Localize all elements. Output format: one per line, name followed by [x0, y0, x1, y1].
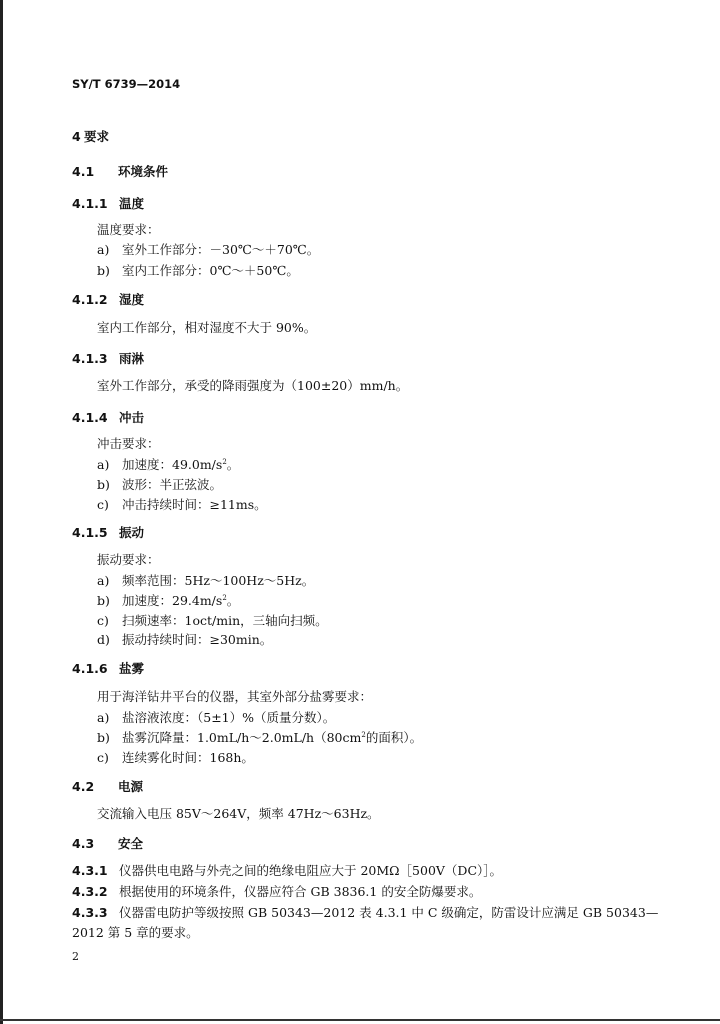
section-4-1-1-heading: 4.1.1 温度	[72, 196, 145, 211]
section-4-heading: 4 要求	[72, 129, 110, 144]
clause-4-3-3-continuation: 2012 第 5 章的要求。	[72, 925, 199, 940]
list-item: a) 频率范围：5Hz～100Hz～5Hz。	[97, 573, 315, 588]
section-4-1-4-heading: 4.1.4 冲击	[72, 410, 145, 425]
humidity-text: 室内工作部分，相对湿度不大于 90%。	[97, 320, 317, 335]
page-number: 2	[72, 950, 79, 963]
list-item: b) 加速度：$29.4m/s^2$。	[97, 593, 240, 608]
temperature-intro: 温度要求：	[97, 222, 160, 237]
section-4-1-2-heading: 4.1.2 湿度	[72, 292, 145, 307]
section-4-1-6-heading: 4.1.6 盐雾	[72, 661, 145, 676]
power-text: 交流输入电压 85V～264V，频率 47Hz～63Hz。	[97, 806, 380, 821]
scan-edge-shadow	[0, 0, 3, 1024]
section-4-1-5-heading: 4.1.5 振动	[72, 525, 145, 540]
section-4-2-heading: 4.2 电源	[72, 779, 144, 794]
clause-4-3-2: 4.3.2 根据使用的环境条件，仪器应符合 GB 3836.1 的安全防爆要求。	[72, 884, 482, 899]
bottom-edge-rule	[0, 1019, 720, 1021]
list-item: a) 盐溶液浓度：（5±1）%（质量分数）。	[97, 710, 336, 725]
list-item: c) 冲击持续时间：≥11ms。	[97, 497, 267, 512]
vibration-intro: 振动要求：	[97, 552, 160, 567]
list-item: d) 振动持续时间：≥30min。	[97, 632, 273, 647]
shock-intro: 冲击要求：	[97, 436, 160, 451]
section-4-1-heading: 4.1 环境条件	[72, 164, 169, 179]
section-4-3-heading: 4.3 安全	[72, 836, 144, 851]
rain-text: 室外工作部分，承受的降雨强度为（100±20）mm/h。	[97, 378, 409, 393]
salt-fog-intro: 用于海洋钻井平台的仪器，其室外部分盐雾要求：	[97, 689, 373, 704]
list-item: c) 连续雾化时间：168h。	[97, 750, 254, 765]
standard-code-header: SY/T 6739—2014	[72, 77, 181, 91]
list-item: a) 加速度：$49.0m/s^2$。	[97, 457, 240, 472]
list-item: b) 室内工作部分：0℃～＋50℃。	[97, 263, 299, 278]
clause-4-3-1: 4.3.1 仪器供电电路与外壳之间的绝缘电阻应大于 20MΩ［500V（DC）］。	[72, 863, 503, 878]
list-item: a) 室外工作部分：－30℃～＋70℃。	[97, 242, 320, 257]
clause-4-3-3: 4.3.3 仪器雷电防护等级按照 GB 50343—2012 表 4.3.1 中 C 级确定，防雷设计应满足 GB 50343—	[72, 905, 659, 920]
list-item: b) 盐雾沉降量：$1.0mL/h\sim 2.0mL/h(80cm^2$的面积）。	[97, 730, 423, 745]
list-item: c) 扫频速率：1oct/min，三轴向扫频。	[97, 613, 328, 628]
list-item: b) 波形：半正弦波。	[97, 477, 223, 492]
section-4-1-3-heading: 4.1.3 雨淋	[72, 351, 145, 366]
